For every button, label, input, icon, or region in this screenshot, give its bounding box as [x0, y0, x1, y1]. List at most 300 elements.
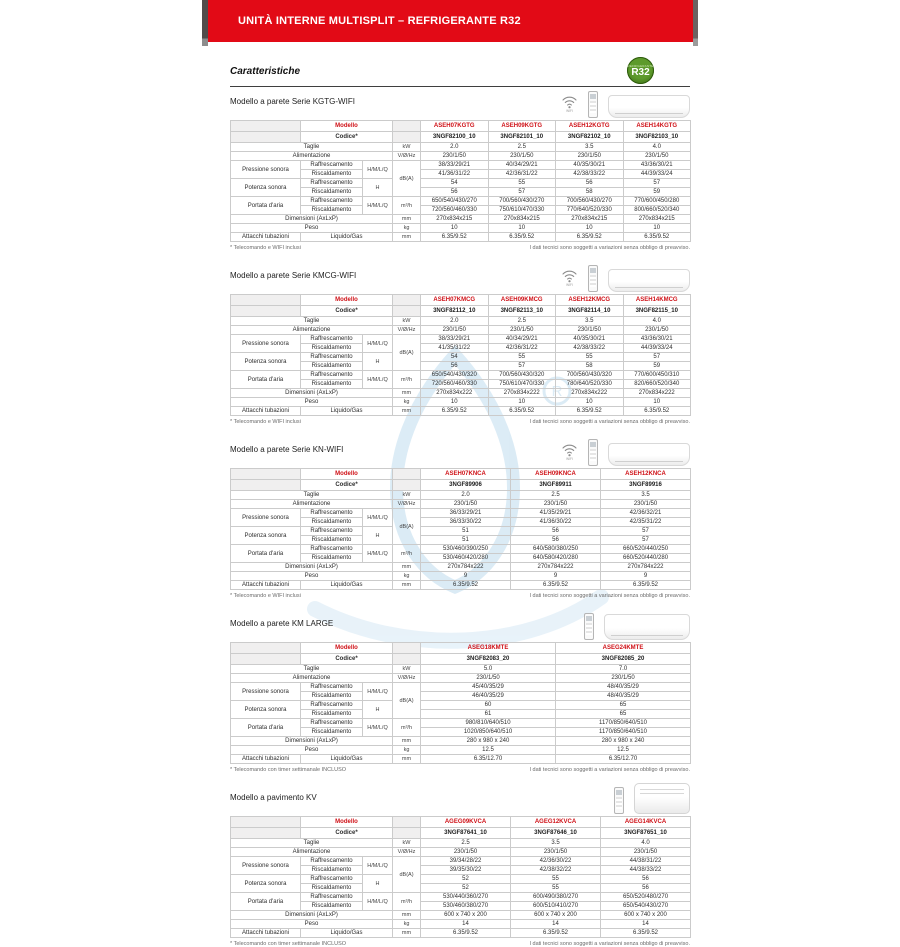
spec-mode-cell: H/M/L/Q — [363, 161, 393, 179]
spec-value-cell: 45/40/35/29 — [421, 683, 556, 692]
spec-value-cell: 44/39/33/24 — [623, 170, 691, 179]
section-kv — [230, 788, 690, 947]
spec-label-cell: Alimentazione — [231, 674, 393, 683]
spec-row — [231, 545, 691, 554]
spec-value-cell: 14 — [421, 920, 511, 929]
spec-value-cell: 57 — [488, 362, 556, 371]
spec-value-cell: 10 — [623, 224, 691, 233]
footnote-right: I dati tecnici sono soggetti a variazioni senza obbligo di preavviso. — [529, 941, 690, 947]
spec-value-cell: 44/39/33/24 — [623, 344, 691, 353]
spec-value-cell: 55 — [511, 884, 601, 893]
spec-label-cell: Pressione sonora — [231, 335, 301, 353]
spec-unit-cell: kW — [393, 143, 421, 152]
spec-value-cell: 600 x 740 x 200 — [421, 911, 511, 920]
spec-sub-label-cell: Riscaldamento — [301, 884, 363, 893]
remote-buttons — [616, 797, 622, 809]
spec-value-cell: 6.35/9.52 — [511, 581, 601, 590]
header-corner — [231, 643, 301, 654]
spec-sub-label-cell: Riscaldamento — [301, 344, 363, 353]
remote-control-icon — [588, 265, 598, 292]
spec-value-cell: 230/1/50 — [511, 500, 601, 509]
code-cell: 3NGF82083_20 — [421, 654, 556, 665]
spec-mode-cell: H/M/L/Q — [363, 719, 393, 737]
svg-text:R: R — [551, 383, 563, 400]
spec-value-cell: 14 — [511, 920, 601, 929]
codice-header: Codice* — [301, 132, 393, 143]
spec-value-cell: 2.0 — [421, 491, 511, 500]
spec-unit-cell: m³/h — [393, 371, 421, 389]
model-row — [231, 817, 691, 828]
spec-value-cell: 6.35/9.52 — [623, 407, 691, 416]
spec-value-cell: 230/1/50 — [488, 152, 556, 161]
spec-row — [231, 755, 691, 764]
spec-unit-cell: kg — [393, 572, 421, 581]
spec-value-cell: 51 — [421, 536, 511, 545]
r32-badge-label: REFRIGERANTE — [627, 64, 654, 68]
footnote-right: I dati tecnici sono soggetti a variazioni senza obbligo di preavviso. — [529, 245, 690, 251]
spec-unit-cell: mm — [393, 737, 421, 746]
spec-row — [231, 920, 691, 929]
header-corner — [231, 817, 301, 828]
spec-row — [231, 848, 691, 857]
modello-header: Modello — [301, 817, 393, 828]
spec-value-cell: 6.35/9.52 — [488, 407, 556, 416]
spec-unit-cell: dB(A) — [393, 335, 421, 371]
spec-unit-cell: m³/h — [393, 197, 421, 215]
spec-row — [231, 152, 691, 161]
code-row — [231, 654, 691, 665]
wall-unit-vent — [615, 113, 683, 114]
remote-display — [590, 268, 596, 273]
spec-value-cell: 10 — [556, 398, 624, 407]
header-unit-blank — [393, 121, 421, 132]
model-row — [231, 121, 691, 132]
spec-value-cell: 230/1/50 — [623, 152, 691, 161]
spec-value-cell: 14 — [601, 920, 691, 929]
model-name-cell: ASEH07KMCG — [421, 295, 489, 306]
spec-label-cell: Peso — [231, 572, 393, 581]
header-corner — [231, 828, 301, 839]
spec-value-cell: 10 — [488, 398, 556, 407]
spec-value-cell: 42/36/30/22 — [511, 857, 601, 866]
spec-value-cell: 6.35/9.52 — [511, 929, 601, 938]
spec-value-cell: 3.5 — [556, 143, 624, 152]
spec-row — [231, 491, 691, 500]
spec-sub-label-cell: Riscaldamento — [301, 362, 363, 371]
model-row — [231, 643, 691, 654]
spec-value-cell: 980/810/640/510 — [421, 719, 556, 728]
spec-row — [231, 335, 691, 344]
spec-sub-label-cell: Liquido/Gas — [301, 233, 393, 242]
spec-value-cell: 700/560/430/320 — [488, 371, 556, 380]
spec-value-cell: 40/34/29/21 — [488, 161, 556, 170]
remote-display — [590, 442, 596, 447]
spec-value-cell: 56 — [511, 536, 601, 545]
code-row — [231, 306, 691, 317]
spec-sub-label-cell: Riscaldamento — [301, 380, 363, 389]
spec-unit-cell: mm — [393, 215, 421, 224]
spec-value-cell: 230/1/50 — [488, 326, 556, 335]
spec-label-cell: Peso — [231, 746, 393, 755]
remote-display — [586, 616, 592, 621]
spec-value-cell: 12.5 — [556, 746, 691, 755]
spec-sub-label-cell: Riscaldamento — [301, 866, 363, 875]
spec-row — [231, 839, 691, 848]
spec-unit-cell: mm — [393, 911, 421, 920]
spec-value-cell: 6.35/9.52 — [421, 233, 489, 242]
spec-value-cell: 230/1/50 — [623, 326, 691, 335]
spec-row — [231, 746, 691, 755]
spec-row — [231, 572, 691, 581]
section-km-large — [230, 614, 690, 773]
spec-unit-cell: mm — [393, 929, 421, 938]
remote-display — [616, 790, 622, 795]
spec-value-cell: 48/40/35/29 — [556, 692, 691, 701]
spec-sub-label-cell: Riscaldamento — [301, 902, 363, 911]
code-row — [231, 828, 691, 839]
spec-value-cell: 59 — [623, 188, 691, 197]
model-name-cell: AGEG12KVCA — [511, 817, 601, 828]
spec-value-cell: 230/1/50 — [421, 326, 489, 335]
spec-row — [231, 581, 691, 590]
spec-value-cell: 230/1/50 — [421, 848, 511, 857]
spec-value-cell: 720/560/460/330 — [421, 206, 489, 215]
remote-buttons — [586, 623, 592, 635]
section-header — [230, 92, 690, 120]
spec-value-cell: 60 — [421, 701, 556, 710]
model-name-cell: AGEG14KVCA — [601, 817, 691, 828]
spec-value-cell: 57 — [601, 527, 691, 536]
section-title: Modello a parete Serie KN-WIFI — [230, 445, 344, 454]
spec-unit-cell: V/Ø/Hz — [393, 848, 421, 857]
model-name-cell: ASEH12KNCA — [601, 469, 691, 480]
spec-value-cell: 40/35/30/21 — [556, 335, 624, 344]
spec-value-cell: 270x834x222 — [488, 389, 556, 398]
svg-text:WIFI: WIFI — [566, 283, 573, 287]
spec-mode-cell: H — [363, 875, 393, 893]
wall-unit-vent — [611, 635, 683, 636]
spec-label-cell: Dimensioni (AxLxP) — [231, 215, 393, 224]
spec-label-cell: Dimensioni (AxLxP) — [231, 911, 393, 920]
header-corner — [231, 469, 301, 480]
spec-row — [231, 500, 691, 509]
spec-value-cell: 65 — [556, 701, 691, 710]
spec-value-cell: 58 — [556, 362, 624, 371]
spec-sub-label-cell: Riscaldamento — [301, 692, 363, 701]
spec-row — [231, 179, 691, 188]
spec-label-cell: Peso — [231, 920, 393, 929]
section-footnotes — [230, 767, 690, 773]
spec-value-cell: 270x784x222 — [601, 563, 691, 572]
model-name-cell: ASEH07KNCA — [421, 469, 511, 480]
code-cell: 3NGF89916 — [601, 480, 691, 491]
spec-mode-cell: H/M/L/Q — [363, 857, 393, 875]
spec-value-cell: 270x834x222 — [623, 389, 691, 398]
section-title: Modello a parete KM LARGE — [230, 619, 334, 628]
code-cell: 3NGF82113_10 — [488, 306, 556, 317]
section-product-art — [614, 783, 690, 814]
spec-value-cell: 42/36/31/22 — [488, 170, 556, 179]
spec-value-cell: 660/520/440/280 — [601, 554, 691, 563]
code-cell: 3NGF82103_10 — [623, 132, 691, 143]
spec-sub-label-cell: Raffrescamento — [301, 335, 363, 344]
spec-unit-cell: kg — [393, 224, 421, 233]
spec-value-cell: 36/33/29/21 — [421, 509, 511, 518]
spec-label-cell: Peso — [231, 398, 393, 407]
spec-value-cell: 42/36/31/22 — [488, 344, 556, 353]
spec-row — [231, 665, 691, 674]
spec-value-cell: 4.0 — [623, 317, 691, 326]
spec-value-cell: 10 — [623, 398, 691, 407]
spec-unit-cell: kg — [393, 746, 421, 755]
spec-row — [231, 911, 691, 920]
remote-display — [590, 94, 596, 99]
spec-label-cell: Portata d'aria — [231, 893, 301, 911]
spec-sub-label-cell: Riscaldamento — [301, 710, 363, 719]
header-corner — [231, 121, 301, 132]
spec-value-cell: 270x784x222 — [421, 563, 511, 572]
spec-value-cell: 230/1/50 — [421, 500, 511, 509]
spec-value-cell: 54 — [421, 179, 489, 188]
codice-header: Codice* — [301, 828, 393, 839]
modello-header: Modello — [301, 469, 393, 480]
spec-value-cell: 230/1/50 — [421, 674, 556, 683]
spec-value-cell: 55 — [556, 353, 624, 362]
spec-label-cell: Dimensioni (AxLxP) — [231, 737, 393, 746]
spec-row — [231, 224, 691, 233]
spec-mode-cell: H/M/L/Q — [363, 335, 393, 353]
spec-value-cell: 42/38/33/22 — [556, 344, 624, 353]
spec-sub-label-cell: Riscaldamento — [301, 206, 363, 215]
spec-unit-cell: kg — [393, 398, 421, 407]
spec-value-cell: 44/38/33/22 — [601, 866, 691, 875]
spec-label-cell: Taglie — [231, 143, 393, 152]
spec-table — [230, 816, 691, 938]
spec-value-cell: 56 — [421, 362, 489, 371]
spec-value-cell: 700/560/430/320 — [556, 371, 624, 380]
spec-value-cell: 270x834x215 — [488, 215, 556, 224]
spec-value-cell: 56 — [511, 527, 601, 536]
spec-value-cell: 6.35/9.52 — [421, 407, 489, 416]
spec-unit-cell: V/Ø/Hz — [393, 674, 421, 683]
spec-value-cell: 51 — [421, 527, 511, 536]
code-cell: 3NGF87641_10 — [421, 828, 511, 839]
section-footnotes — [230, 419, 690, 425]
spec-table — [230, 120, 691, 242]
header-unit-blank — [393, 828, 421, 839]
spec-value-cell: 2.0 — [421, 143, 489, 152]
spec-value-cell: 660/520/440/250 — [601, 545, 691, 554]
spec-label-cell: Potenza sonora — [231, 527, 301, 545]
spec-value-cell: 750/610/470/330 — [488, 206, 556, 215]
spec-unit-cell: V/Ø/Hz — [393, 500, 421, 509]
spec-value-cell: 700/560/430/270 — [556, 197, 624, 206]
spec-row — [231, 719, 691, 728]
spec-label-cell: Pressione sonora — [231, 509, 301, 527]
spec-value-cell: 3.5 — [511, 839, 601, 848]
spec-label-cell: Pressione sonora — [231, 683, 301, 701]
spec-row — [231, 893, 691, 902]
section-title: Modello a pavimento KV — [230, 793, 317, 802]
spec-value-cell: 2.5 — [421, 839, 511, 848]
spec-value-cell: 600 x 740 x 200 — [601, 911, 691, 920]
spec-value-cell: 2.5 — [488, 143, 556, 152]
model-name-cell: ASEG24KMTE — [556, 643, 691, 654]
spec-row — [231, 683, 691, 692]
spec-value-cell: 46/40/35/29 — [421, 692, 556, 701]
spec-sub-label-cell: Raffrescamento — [301, 179, 363, 188]
spec-unit-cell: mm — [393, 563, 421, 572]
spec-value-cell: 10 — [556, 224, 624, 233]
header-unit-blank — [393, 643, 421, 654]
svg-text:WIFI: WIFI — [566, 109, 573, 113]
remote-control-icon — [588, 439, 598, 466]
spec-value-cell: 55 — [488, 353, 556, 362]
spec-mode-cell: H/M/L/Q — [363, 893, 393, 911]
spec-value-cell: 230/1/50 — [556, 326, 624, 335]
spec-sub-label-cell: Raffrescamento — [301, 875, 363, 884]
section-product-art — [561, 265, 690, 292]
spec-value-cell: 42/38/32/22 — [511, 866, 601, 875]
spec-sub-label-cell: Raffrescamento — [301, 683, 363, 692]
spec-value-cell: 43/36/30/21 — [623, 335, 691, 344]
spec-value-cell: 38/33/29/21 — [421, 335, 489, 344]
spec-sub-label-cell: Raffrescamento — [301, 857, 363, 866]
spec-row — [231, 197, 691, 206]
spec-label-cell: Pressione sonora — [231, 857, 301, 875]
model-name-cell: ASEH09KNCA — [511, 469, 601, 480]
spec-unit-cell: kW — [393, 839, 421, 848]
remote-control-icon — [584, 613, 594, 640]
code-cell: 3NGF89906 — [421, 480, 511, 491]
r32-badge-value: R32 — [631, 67, 650, 78]
spec-label-cell: Potenza sonora — [231, 179, 301, 197]
model-name-cell: ASEH09KMCG — [488, 295, 556, 306]
spec-value-cell: 56 — [601, 875, 691, 884]
section-footnotes — [230, 941, 690, 947]
model-name-cell: ASEG18KMTE — [421, 643, 556, 654]
header-unit-blank — [393, 132, 421, 143]
footnote-left: * Telecomando e WIFI inclusi — [230, 245, 301, 251]
spec-row — [231, 527, 691, 536]
spec-value-cell: 2.5 — [511, 491, 601, 500]
spec-sub-label-cell: Raffrescamento — [301, 197, 363, 206]
spec-value-cell: 42/35/31/22 — [601, 518, 691, 527]
header-unit-blank — [393, 295, 421, 306]
spec-label-cell: Attacchi tubazioni — [231, 407, 301, 416]
spec-value-cell: 270x834x222 — [556, 389, 624, 398]
spec-unit-cell: dB(A) — [393, 683, 421, 719]
spec-row — [231, 398, 691, 407]
footnote-right: I dati tecnici sono soggetti a variazioni senza obbligo di preavviso. — [529, 419, 690, 425]
spec-value-cell: 270x784x222 — [511, 563, 601, 572]
spec-value-cell: 6.35/9.52 — [556, 233, 624, 242]
spec-value-cell: 2.0 — [421, 317, 489, 326]
spec-value-cell: 3.5 — [601, 491, 691, 500]
floor-unit-icon — [634, 783, 690, 814]
spec-row — [231, 161, 691, 170]
spec-value-cell: 530/460/390/250 — [421, 545, 511, 554]
spec-sub-label-cell: Riscaldamento — [301, 536, 363, 545]
spec-label-cell: Attacchi tubazioni — [231, 581, 301, 590]
spec-unit-cell: mm — [393, 755, 421, 764]
code-cell: 3NGF82102_10 — [556, 132, 624, 143]
wall-unit-icon — [608, 269, 690, 292]
spec-sub-label-cell: Raffrescamento — [301, 509, 363, 518]
footnote-left: * Telecomando e WIFI inclusi — [230, 419, 301, 425]
spec-sub-label-cell: Liquido/Gas — [301, 581, 393, 590]
spec-value-cell: 55 — [511, 875, 601, 884]
spec-sub-label-cell: Raffrescamento — [301, 719, 363, 728]
spec-row — [231, 929, 691, 938]
codice-header: Codice* — [301, 306, 393, 317]
header-unit-blank — [393, 817, 421, 828]
spec-mode-cell: H — [363, 179, 393, 197]
spec-label-cell: Attacchi tubazioni — [231, 929, 301, 938]
remote-buttons — [590, 101, 596, 113]
model-row — [231, 295, 691, 306]
spec-value-cell: 650/540/430/320 — [421, 371, 489, 380]
spec-label-cell: Portata d'aria — [231, 197, 301, 215]
model-name-cell: ASEH12KGTG — [556, 121, 624, 132]
wall-unit-vent — [615, 461, 683, 462]
spec-mode-cell: H/M/L/Q — [363, 545, 393, 563]
spec-value-cell: 700/560/430/270 — [488, 197, 556, 206]
spec-value-cell: 39/35/30/22 — [421, 866, 511, 875]
spec-value-cell: 9 — [511, 572, 601, 581]
spec-value-cell: 57 — [601, 536, 691, 545]
spec-value-cell: 750/610/470/330 — [488, 380, 556, 389]
spec-value-cell: 230/1/50 — [421, 152, 489, 161]
spec-sub-label-cell: Liquido/Gas — [301, 929, 393, 938]
spec-table — [230, 294, 691, 416]
spec-value-cell: 38/33/29/21 — [421, 161, 489, 170]
model-name-cell: ASEH09KGTG — [488, 121, 556, 132]
spec-value-cell: 41/35/29/21 — [511, 509, 601, 518]
spec-value-cell: 10 — [488, 224, 556, 233]
section-footnotes — [230, 593, 690, 599]
spec-value-cell: 6.35/12.70 — [556, 755, 691, 764]
spec-value-cell: 5.0 — [421, 665, 556, 674]
spec-value-cell: 41/36/30/22 — [511, 518, 601, 527]
section-title: Modello a parete Serie KGTG-WIFI — [230, 97, 355, 106]
spec-value-cell: 640/580/380/250 — [511, 545, 601, 554]
spec-sub-label-cell: Riscaldamento — [301, 188, 363, 197]
spec-mode-cell: H/M/L/Q — [363, 197, 393, 215]
spec-value-cell: 52 — [421, 875, 511, 884]
footnote-right: I dati tecnici sono soggetti a variazioni senza obbligo di preavviso. — [529, 593, 690, 599]
spec-label-cell: Taglie — [231, 491, 393, 500]
spec-value-cell: 800/660/520/340 — [623, 206, 691, 215]
code-cell: 3NGF82114_10 — [556, 306, 624, 317]
spec-value-cell: 65 — [556, 710, 691, 719]
modello-header: Modello — [301, 121, 393, 132]
code-cell: 3NGF82112_10 — [421, 306, 489, 317]
spec-value-cell: 59 — [623, 362, 691, 371]
spec-unit-cell: kW — [393, 665, 421, 674]
remote-control-icon — [588, 91, 598, 118]
spec-label-cell: Taglie — [231, 317, 393, 326]
spec-label-cell: Alimentazione — [231, 152, 393, 161]
spec-sub-label-cell: Raffrescamento — [301, 545, 363, 554]
spec-mode-cell: H — [363, 701, 393, 719]
page-heading: Caratteristiche — [230, 66, 301, 77]
spec-value-cell: 58 — [556, 188, 624, 197]
header-unit-blank — [393, 654, 421, 665]
spec-sub-label-cell: Liquido/Gas — [301, 407, 393, 416]
spec-value-cell: 1170/850/640/510 — [556, 719, 691, 728]
spec-unit-cell: mm — [393, 389, 421, 398]
